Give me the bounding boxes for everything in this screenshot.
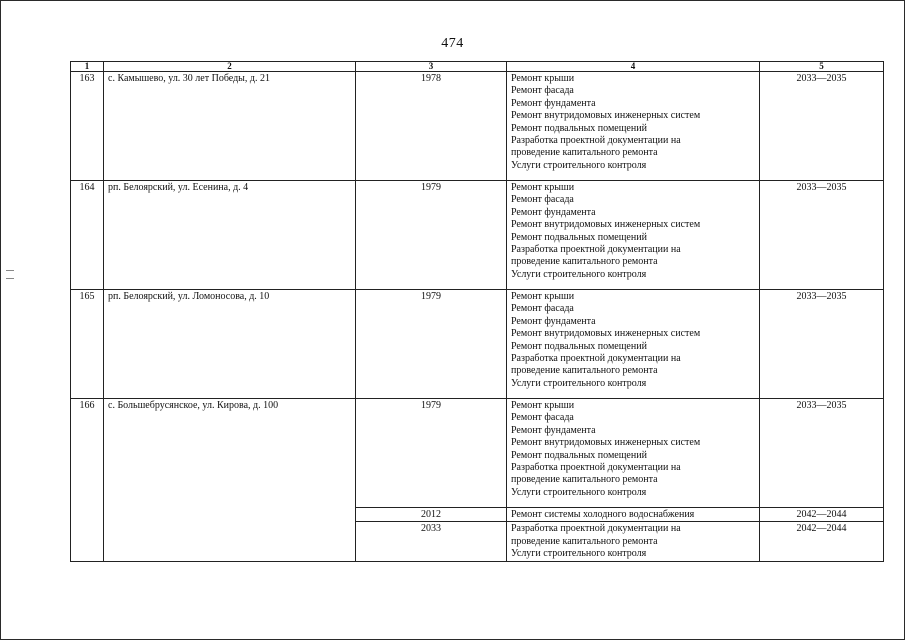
table-row [71, 290, 884, 399]
header-col-5: 5 [760, 62, 884, 72]
work-item: Разработка проектной документации на [511, 523, 681, 535]
work-item: Услуги строительного контроля [511, 159, 647, 171]
year: 1979 [421, 291, 441, 302]
table-row [71, 72, 884, 181]
address: рп. Белоярский, ул. Ломоносова, д. 10 [108, 291, 270, 302]
period: 2042—2044 [796, 523, 847, 535]
work-item: Ремонт крыши [511, 73, 575, 84]
row-number: 166 [79, 400, 95, 411]
work-item: проведение капитального ремонта [511, 365, 658, 377]
work-item: Ремонт подвальных помещений [511, 122, 647, 134]
year: 1978 [421, 73, 441, 84]
period: 2033—2035 [796, 73, 847, 84]
period: 2033—2035 [796, 291, 847, 302]
year: 1979 [421, 182, 441, 193]
work-list [511, 399, 759, 499]
work-item: Услуги строительного контроля [511, 268, 647, 280]
work-item: Разработка проектной документации на [511, 353, 681, 365]
work-item: Ремонт внутридомовых инженерных систем [511, 219, 701, 231]
header-col-2: 2 [104, 62, 356, 72]
work-item: Ремонт фасада [511, 303, 574, 315]
work-item: проведение капитального ремонта [511, 147, 658, 159]
work-item: Услуги строительного контроля [511, 377, 647, 389]
work-item: Ремонт фундамента [511, 206, 596, 218]
period: 2042—2044 [796, 509, 847, 520]
work-list [511, 181, 759, 281]
work-item: Ремонт подвальных помещений [511, 340, 647, 352]
work-list [511, 290, 759, 390]
address: с. Камышево, ул. 30 лет Победы, д. 21 [108, 73, 270, 84]
row-number: 164 [79, 182, 95, 193]
work-list [511, 72, 759, 172]
year: 1979 [421, 400, 441, 411]
work-item: Ремонт фасада [511, 194, 574, 206]
work-item: Ремонт внутридомовых инженерных систем [511, 328, 701, 340]
work-item: Ремонт крыши [511, 400, 575, 411]
table-row [71, 181, 884, 290]
work-item: Ремонт фундамента [511, 424, 596, 436]
work-item: Разработка проектной документации на [511, 462, 681, 474]
header-col-1: 1 [71, 62, 104, 72]
work-item: проведение капитального ремонта [511, 535, 658, 547]
work-item: Ремонт крыши [511, 291, 575, 302]
work-item: проведение капитального ремонта [511, 256, 658, 268]
work-item: Ремонт фасада [511, 85, 574, 97]
work-item: Ремонт фундамента [511, 315, 596, 327]
page-number: 474 [441, 36, 464, 51]
table-row [71, 399, 884, 508]
margin-mark [6, 278, 14, 279]
margin-mark [6, 270, 14, 271]
header-col-4: 4 [507, 62, 760, 72]
work-item: Ремонт подвальных помещений [511, 449, 647, 461]
work-item: Ремонт фасада [511, 412, 574, 424]
work-list [511, 522, 759, 560]
work-item: Ремонт системы холодного водоснабжения [511, 509, 695, 520]
work-item: Ремонт крыши [511, 182, 575, 193]
row-number: 163 [79, 73, 95, 84]
work-item: Ремонт внутридомовых инженерных систем [511, 437, 701, 449]
address: с. Большебрусянское, ул. Кирова, д. 100 [108, 400, 279, 411]
work-list [511, 508, 759, 521]
header-row [71, 62, 884, 72]
work-item: Разработка проектной документации на [511, 135, 681, 147]
year: 2012 [421, 509, 441, 520]
work-item: Разработка проектной документации на [511, 244, 681, 256]
work-item: Ремонт подвальных помещений [511, 231, 647, 243]
repair-schedule-table [70, 61, 884, 562]
work-item: Услуги строительного контроля [511, 548, 647, 560]
work-item: Ремонт внутридомовых инженерных систем [511, 110, 701, 122]
period: 2033—2035 [796, 400, 847, 411]
year: 2033 [421, 523, 441, 535]
work-item: Ремонт фундамента [511, 97, 596, 109]
address: рп. Белоярский, ул. Есенина, д. 4 [108, 182, 249, 193]
period: 2033—2035 [796, 182, 847, 193]
work-item: проведение капитального ремонта [511, 474, 658, 486]
work-item: Услуги строительного контроля [511, 486, 647, 498]
row-number: 165 [79, 291, 95, 302]
header-col-3: 3 [356, 62, 507, 72]
